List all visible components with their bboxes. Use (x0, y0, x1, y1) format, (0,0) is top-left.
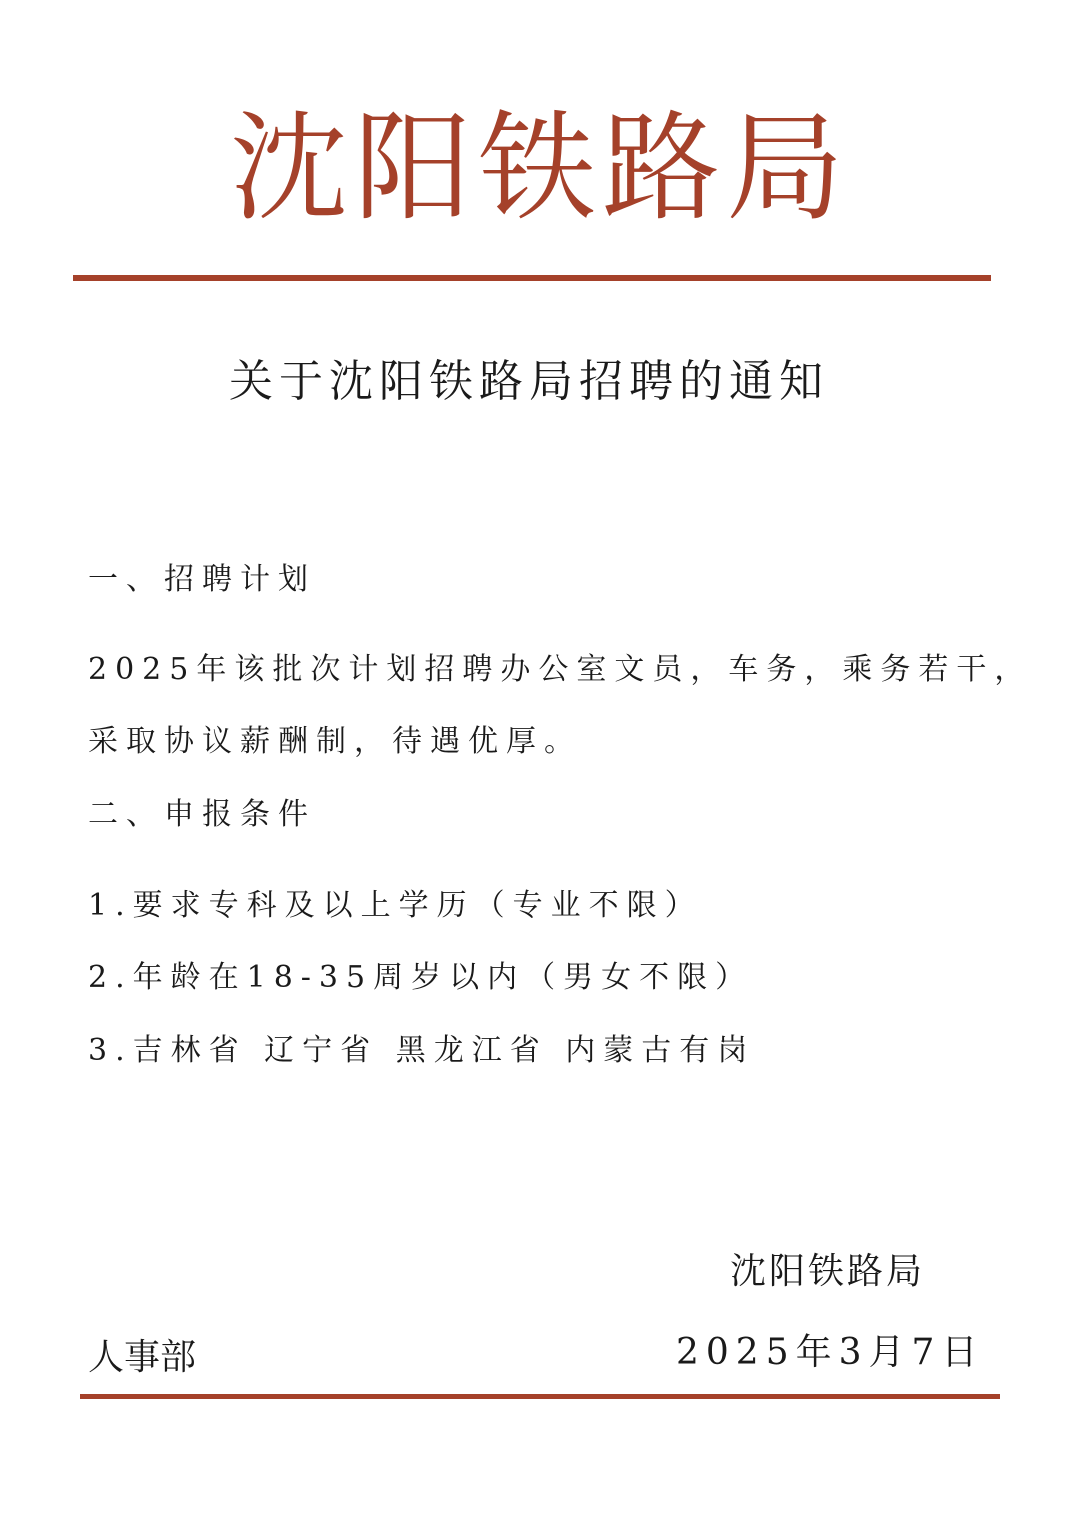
recruitment-plan-line-1: 2025年该批次计划招聘办公室文员，车务，乘务若干， (88, 652, 1033, 687)
requirement-item-3: 3.吉林省 辽宁省 黑龙江省 内蒙古有岗 (88, 1033, 756, 1068)
signature-department: 人事部 (88, 1337, 197, 1378)
document-title: 关于沈阳铁路局招聘的通知 (229, 356, 829, 407)
signature-organization: 沈阳铁路局 (730, 1251, 926, 1292)
requirement-item-1: 1.要求专科及以上学历（专业不限） (88, 888, 703, 923)
signature-date: 2025年3月7日 (676, 1332, 985, 1373)
footer-divider (80, 1394, 1000, 1399)
section-heading-requirements: 二、申报条件 (88, 797, 316, 832)
section-heading-recruitment-plan: 一、招聘计划 (88, 562, 316, 597)
recruitment-plan-line-2: 采取协议薪酬制，待遇优厚。 (88, 724, 582, 759)
organization-name: 沈阳铁路局 (229, 99, 850, 237)
header-divider (73, 275, 991, 281)
requirement-item-2: 2.年龄在18-35周岁以内（男女不限） (88, 960, 754, 995)
